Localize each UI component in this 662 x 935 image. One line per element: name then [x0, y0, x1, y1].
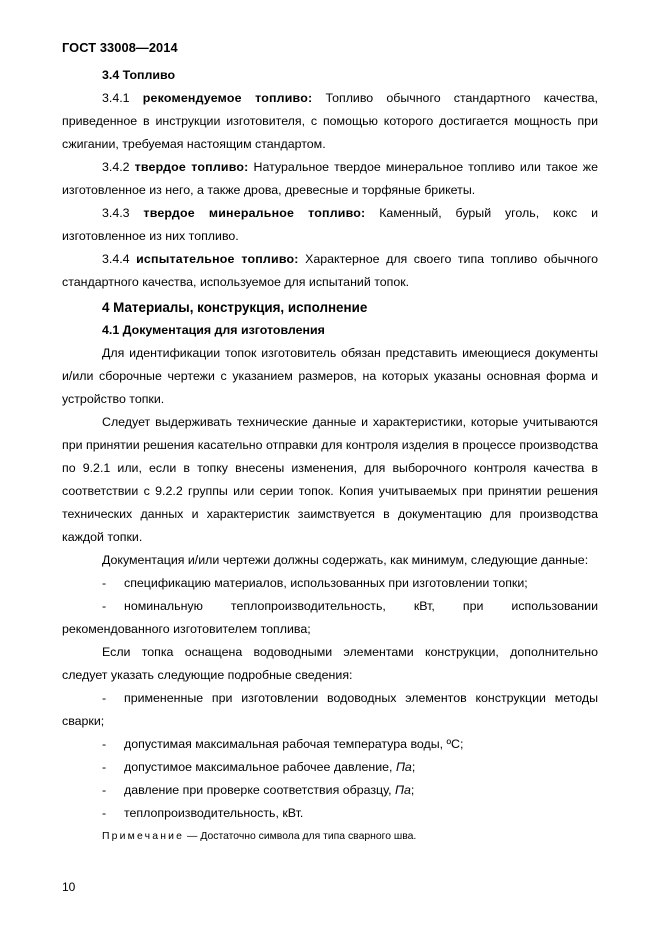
- note: [62, 827, 598, 847]
- section-4-heading: 4 Материалы, конструкция, исполнение: [102, 300, 368, 315]
- paragraph: Документация и/или чертежи должны содержать, как минимум, следующие данные:: [102, 553, 589, 567]
- document-header: ГОСТ 33008—2014: [62, 40, 178, 55]
- section-4-1-heading: 4.1 Документация для изготовления: [102, 323, 325, 337]
- list-item: - примененные при изготовлении водоводных элементов конструкции методы сварки;: [62, 691, 598, 728]
- list-item: - теплопроизводительность, кВт.: [102, 806, 304, 820]
- document-content: [62, 64, 598, 847]
- paragraph: Для идентификации топок изготовитель обязан представить имеющиеся документы и/или сборочные чертежи с указанием размеров, на которых указаны основная форма и устройство топки.: [62, 346, 598, 406]
- term-3-4-2: 3.4.2 твердое топливо: Натуральное твердое минеральное топливо или такое же изготовленное из него, а также дрова, древесные и торфяные брикеты.: [62, 160, 598, 197]
- paragraph: Если топка оснащена водоводными элементами конструкции, дополнительно следует указать следующие подробные сведения:: [62, 645, 598, 682]
- term-3-4-3: 3.4.3 твердое минеральное топливо: Каменный, бурый уголь, кокс и изготовленное из них топливо.: [62, 206, 598, 243]
- note-label: Примечание: [102, 831, 185, 842]
- term-3-4-4: 3.4.4 испытательное топливо: Характерное для своего типа топливо обычного стандартного качества, используемое для испытаний топок.: [62, 252, 598, 289]
- paragraph: Следует выдерживать технические данные и характеристики, которые учитываются при принятии решения касательно отправки для контроля изделия в процессе производства по 9.2.1 или, если в топку внесены изменения, для выборочного контроля качества в соответствии с 9.2.2 группы или серии топок. Копия учитываемых при принятии решения технических данных и характеристик заимствуется в документацию для производства каждой топки.: [62, 415, 598, 544]
- list-item: - спецификацию материалов, использованных при изготовлении топки;: [102, 576, 528, 590]
- note-text: — Достаточно символа для типа сварного шва.: [187, 831, 417, 842]
- section-3-4-heading: 3.4 Топливо: [102, 68, 176, 82]
- list-item: - допустимая максимальная рабочая температура воды, ºС;: [102, 737, 464, 751]
- term-3-4-1: 3.4.1 рекомендуемое топливо: Топливо обычного стандартного качества, приведенное в инструкции изготовителя, с помощью которого достигается мощность при сжигании, требуемая настоящим стандартом.: [62, 91, 598, 151]
- list-item: - номинальную теплопроизводительность, кВт, при использовании рекомендованного изготовителем топлива;: [62, 599, 598, 636]
- page-number: 10: [62, 880, 76, 894]
- list-item: - допустимое максимальное рабочее давление, Па;: [102, 760, 416, 774]
- list-item: - давление при проверке соответствия образцу, Па;: [102, 783, 415, 797]
